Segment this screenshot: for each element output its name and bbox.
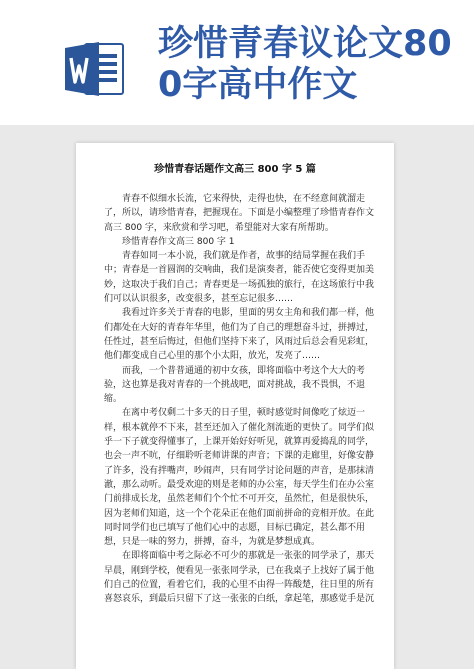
header-banner <box>0 0 474 125</box>
document-title: 珍惜青春话题作文高三 800 字 5 篇 <box>154 164 316 175</box>
paragraph: 我看过许多关于青春的电影，里面的男女主角和我们都一样，他们都处在大好的青春年华里，他们为了自己的理想奋斗过，拼搏过，任性过，甚至后悔过，但他们坚持下来了，风雨过后总会看见彩虹，他们都变成自己心里的那个小太阳，放光，发亮了…… <box>104 308 375 362</box>
word-icon <box>63 38 125 100</box>
paragraph: 青春不似细水长流，它来得快，走得也快，在不经意间就溜走了，所以，请珍惜青春，把握现在。下面是小编整理了珍惜青春作文高三 800 字，来欣赏和学习吧，希望能对大家有所帮助。 <box>104 194 375 233</box>
paragraph: 在即将面临中考之际必不可少的那就是一张张的同学录了，那天早晨，刚到学校，便看见一张张同学录，已在我桌子上找好了属于他们自己的位置，看着它们，我的心里不由得一阵酸楚，往日里的所有喜怒哀乐，到最后只留下了这一张张的白纸，拿起笔，那感觉手是沉 <box>104 551 375 605</box>
document-body <box>104 192 376 607</box>
document-page <box>76 143 394 669</box>
paragraph: 青春如同一本小说，我们就是作者，故事的结局掌握在我们手中；青春是一首圆润的交响曲，我们是演奏者，能否使它变得更加美妙，这取决于我们自己；青春更是一场孤独的旅行，在这场旅行中我们可以认识很多，改变很多，甚至忘记很多…… <box>104 251 375 305</box>
section-heading: 珍惜青春作文高三 800 字 1 <box>122 236 235 247</box>
paragraph: 而我，一个普普通通的初中女孩，即将面临中考这个大大的考验，这也算是我对青春的一个挑战吧，面对挑战，我不畏惧，不退缩。 <box>104 365 366 405</box>
paragraph: 在离中考仅剩二十多天的日子里，顿时感觉时间像吃了炫迈一样，根本就停不下来，甚至还加入了催化剂流逝的更快了。同学们似乎一下子就变得懂事了，上课开始好好听见，就算再爱捣乱的同学，也会一声不吭，仔细聆听老师讲课的声音；下课的走廊里，好像安静了许多，没有拌嘴声，吵闹声，只有同学讨论问题的声音，是那抹清澈，那么动听。最受欢迎的则是老师的办公室，每天学生们在办公室门前排成长龙，虽然老师们个个忙不可开交，虽然忙，但是很快乐，因为老师们知道，这一个个花朵正在他们面前拼命的竞相开放。在此同时同学们也已填写了他们心中的志愿，目标已确定，甚么都不用想，只是一味的努力，拼搏，奋斗，为就是梦想成真。 <box>104 408 375 548</box>
banner-title: 珍惜青春议论文800字高中作文 <box>158 24 452 105</box>
